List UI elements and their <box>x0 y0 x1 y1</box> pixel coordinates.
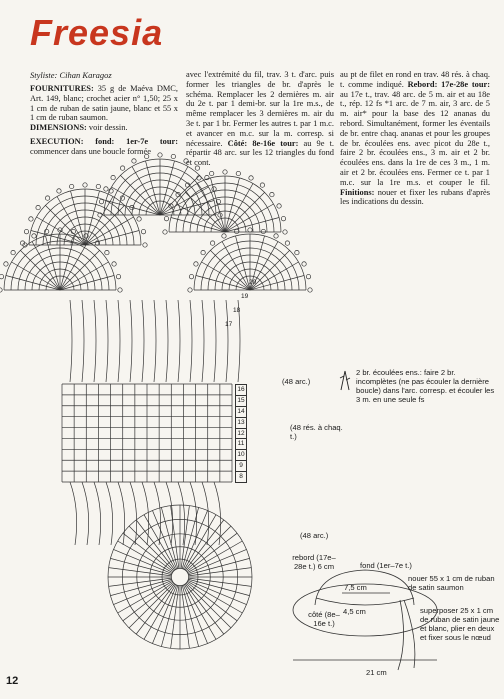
fan-spoke <box>250 276 304 290</box>
picot-loop <box>261 229 265 233</box>
cote-heading: Côté: 8e-16e tour: <box>227 138 299 148</box>
picot-loop <box>164 216 168 220</box>
chain-arc <box>190 300 192 382</box>
col3-paragraph: au pt de filet en rond en trav. 48 rés. à chaq. t. comme indiqué. <box>340 70 490 89</box>
fournitures-text: 35 g de Maéva DMC, Art. 149, blanc; crochet acier n° 1,50; 25 x 1 cm de ruban de satin jaune, blanc et 55 x 1 cm de ruban saumon. <box>30 84 178 123</box>
base-circle-chart <box>108 505 252 649</box>
upper-row-number: 20 <box>249 279 257 286</box>
picot-loop <box>36 205 40 209</box>
execution-heading: EXECUTION: fond: 1er-7e tour: <box>30 136 178 146</box>
picot-loop <box>143 243 147 247</box>
picot-loop <box>306 274 310 278</box>
label-4-5cm: 4,5 cm <box>343 607 366 616</box>
radial-stitch <box>171 586 179 649</box>
chain-arc <box>178 300 180 382</box>
fan-spoke <box>171 218 225 232</box>
label-fond: fond (1er–7e t.) <box>360 561 412 570</box>
fan-spoke <box>146 161 160 215</box>
row-number: 9 <box>235 460 247 472</box>
picot-loop <box>260 183 264 187</box>
fan-spoke <box>160 161 174 215</box>
finitions-heading: Finitions: <box>340 187 375 197</box>
picot-loop <box>210 241 214 245</box>
chain-arc <box>130 300 132 382</box>
dimensions-text: voir dessin. <box>86 123 128 133</box>
picot-loop <box>158 153 162 157</box>
picot-loop <box>171 154 175 158</box>
chain-arc <box>130 482 137 545</box>
picot-loop <box>189 274 193 278</box>
picot-loop <box>270 192 274 196</box>
picot-loop <box>248 228 252 232</box>
row-number: 15 <box>235 395 247 407</box>
radial-stitch <box>189 578 252 586</box>
picot-loop <box>118 288 122 292</box>
picot-loop <box>308 288 312 292</box>
row-number: 11 <box>235 438 247 450</box>
picot-loop <box>83 183 87 187</box>
radial-stitch <box>109 578 172 586</box>
picot-loop <box>281 216 285 220</box>
picot-loop <box>45 196 49 200</box>
label-knot-ribbon: nouer 55 x 1 cm de ruban de satin saumon <box>408 574 495 592</box>
fournitures-heading: FOURNITURES: <box>30 84 94 93</box>
chain-arc <box>166 300 168 382</box>
page-title: Freesia <box>30 12 164 53</box>
picot-loop <box>249 176 253 180</box>
row-number: 8 <box>235 471 247 483</box>
decrease-symbol-icon <box>338 370 352 392</box>
chain-arc <box>202 300 204 382</box>
upper-row-number: 19 <box>241 293 249 300</box>
chain-arc <box>94 482 101 545</box>
chain-arc <box>202 482 209 545</box>
radial-stitch <box>181 586 189 649</box>
fan-spoke <box>6 276 60 290</box>
rebord-text: au 17e t., trav. 48 arc. de 5 m. air et au 18e t., rép. 12 fs *1 arc. de 7 m. air, 3 arc. de 5 m. air* pour la base des 12 ananas du rebord. Simultanément, former les éventails de br. entre chaq. ananas et pour les groupes de br. écoulées ens. avec picot du 28e t., faire 2 br. écoulées ens., 3 m. air et 2 br. écoulées ens. dans la 1re de ces 3 m., 1 m. air et 2 br. écoulées ens. Fermer ce t. par 1 m.c. sur la 1re m.s. et couper le fil. <box>340 89 490 187</box>
picot-loop <box>201 250 205 254</box>
row-number: 16 <box>235 384 247 396</box>
radial-stitch <box>186 583 231 628</box>
picot-loop <box>234 229 238 233</box>
chain-arc <box>106 482 113 545</box>
col2-paragraph: avec l'extrémité du fil, trav. 3 t. d'arc. puis former les triangles de br. d'après le schéma. Remplacer les 2 dernières m. air du 2e t. par 1 demi-br. sur la 1re m.s., de même remplacer les 3 dernières m. air du 3e t. par 1 br. Fermer les autres t. par 1 m.c. et avancer en m.c. sur la m. corresp. si nécessaire. <box>186 70 334 148</box>
fan-spoke <box>106 201 160 215</box>
chain-arc <box>118 300 120 382</box>
label-48-res: (48 rés. à chaq. t.) <box>290 423 343 441</box>
chain-arc <box>178 482 185 545</box>
picot-loop <box>99 199 103 203</box>
chain-arc <box>214 300 216 382</box>
stylist-credit: Styliste: Cihan Karagoz <box>30 70 112 80</box>
upper-row-number: 18 <box>233 307 241 314</box>
picot-loop <box>163 230 167 234</box>
picot-loop <box>195 166 199 170</box>
picot-loop <box>24 229 28 233</box>
picot-loop <box>222 234 226 238</box>
cote-text: au 9e t. répartir 48 arc. sur les 12 triangles du fond et cont. <box>186 138 334 168</box>
dimensions-heading: DIMENSIONS: <box>30 123 87 133</box>
row-number: 10 <box>235 449 247 461</box>
hat-band <box>316 598 414 605</box>
chain-arc <box>106 300 108 382</box>
page-number: 12 <box>6 675 19 687</box>
chain-arc <box>154 482 161 545</box>
fan-spoke <box>85 191 99 245</box>
chain-arc <box>70 482 77 545</box>
row-number: 12 <box>235 428 247 440</box>
label-48-arc-top: (48 arc.) <box>282 377 311 386</box>
radial-stitch <box>129 526 174 571</box>
fan-spoke <box>60 236 74 290</box>
chain-arc <box>142 300 144 382</box>
upper-row-number: 17 <box>225 321 233 328</box>
picot-loop <box>0 288 2 292</box>
label-overlay-ribbon: superposer 25 x 1 cm de ruban de satin jaune et blanc, plier en deux et fixer sous le nœud <box>420 606 500 642</box>
picot-loop <box>112 262 116 266</box>
row-number: 14 <box>235 406 247 418</box>
picot-loop <box>69 184 73 188</box>
ribbon-tail <box>398 600 415 670</box>
radial-stitch <box>109 568 172 576</box>
picot-loop <box>223 170 227 174</box>
label-7-5cm: 7,5 cm <box>344 583 367 592</box>
picot-loop <box>285 241 289 245</box>
row-number: 13 <box>235 417 247 429</box>
picot-loop <box>137 217 141 221</box>
legend-decrease-note: 2 br. écoulées ens.: faire 2 br. incomplètes (ne pas écouler la dernière boucle) dans l'arc. corresp. et écouler les 3 m. en une seule fs <box>356 368 495 404</box>
picot-loop <box>0 274 4 278</box>
picot-loop <box>274 234 278 238</box>
rebord-heading: Rebord: 17e-28e tour: <box>407 79 490 89</box>
picot-loop <box>184 159 188 163</box>
picot-loop <box>302 262 306 266</box>
chain-arc <box>226 300 228 382</box>
chain-arc <box>70 300 72 382</box>
finitions-text: nouer et fixer les rubans d'après les indications du dessin. <box>340 187 490 207</box>
chain-arc <box>94 300 96 382</box>
fan-spoke <box>225 178 239 232</box>
label-48-arc-bottom: (48 arc.) <box>300 531 329 540</box>
chain-arc <box>154 300 156 382</box>
picot-loop <box>277 204 281 208</box>
picot-loop <box>111 175 115 179</box>
execution-text: commencer dans une boucle formée <box>30 146 151 156</box>
picot-loop <box>144 154 148 158</box>
picot-loop <box>120 166 124 170</box>
fan-spoke <box>60 276 114 290</box>
radial-stitch <box>129 583 174 628</box>
label-rebord: rebord (17e–28e t.) 6 cm <box>292 553 336 571</box>
picot-loop <box>209 171 213 175</box>
picot-loop <box>4 262 8 266</box>
picot-loop <box>57 189 61 193</box>
picot-loop <box>105 250 109 254</box>
picot-loop <box>283 230 287 234</box>
picot-loop <box>116 274 120 278</box>
picot-loop <box>29 217 33 221</box>
fan-spoke <box>211 178 225 232</box>
picot-loop <box>32 234 36 238</box>
pineapple-fans <box>0 153 312 382</box>
chain-arc <box>82 482 89 545</box>
label-21cm: 21 cm <box>366 668 387 677</box>
picot-loop <box>295 250 299 254</box>
chain-arc <box>82 300 84 382</box>
picot-loop <box>96 184 100 188</box>
filet-grid <box>62 384 232 545</box>
fan-spoke <box>46 236 60 290</box>
label-cote: côté (8e–16e t.) <box>308 610 340 628</box>
picot-loop <box>11 250 15 254</box>
picot-loop <box>188 288 192 292</box>
picot-loop <box>141 229 145 233</box>
radial-stitch <box>181 506 189 569</box>
picot-loop <box>104 187 108 191</box>
fan-spoke <box>85 231 139 245</box>
picot-loop <box>236 171 240 175</box>
fan-spoke <box>196 276 250 290</box>
fan-spoke <box>236 236 250 290</box>
radial-stitch <box>189 568 252 576</box>
round-ring <box>171 568 188 585</box>
picot-loop <box>132 159 136 163</box>
picot-loop <box>194 262 198 266</box>
